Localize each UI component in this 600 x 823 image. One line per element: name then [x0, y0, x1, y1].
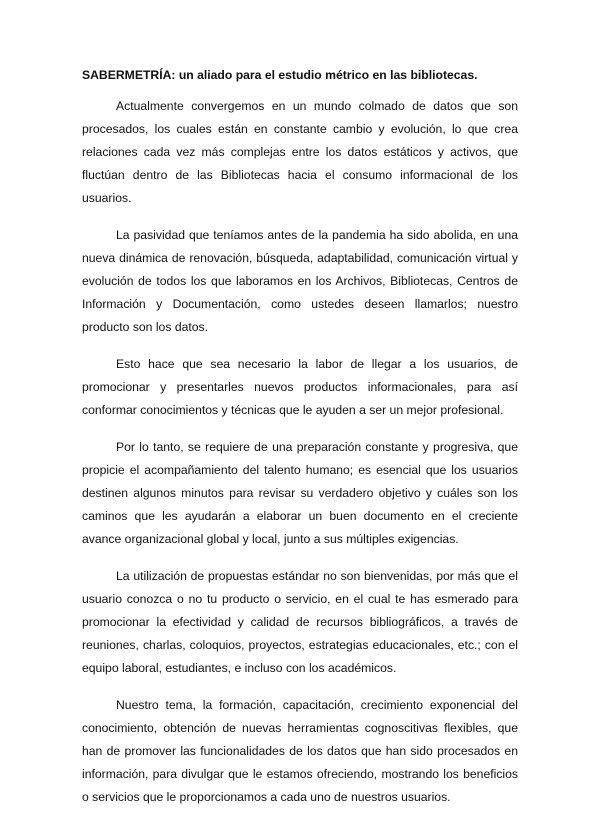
paragraph-3: Esto hace que sea necesario la labor de llegar a los usuarios, de promocionar y presentarles nuevos productos informacionales, para así conformar conocimientos y técnicas que le ayuden a ser un mejor profesional. — [82, 357, 518, 417]
paragraph-6: Nuestro tema, la formación, capacitación, crecimiento exponencial del conocimiento, obtención de nuevas herramientas cognoscitivas flexibles, que han de promover las funcionalidades de los datos que han sido procesados en información, para divulgar que le estamos ofreciendo, mostrando los beneficios o servicios que le proporcionamos a cada uno de nuestros usuarios. — [82, 698, 518, 804]
document-title: SABERMETRÍA: un aliado para el estudio métrico en las bibliotecas. — [82, 68, 478, 82]
paragraph-4: Por lo tanto, se requiere de una preparación constante y progresiva, que propicie el acompañamiento del talento humano; es esencial que los usuarios destinen algunos minutos para revisar su verdadero objetivo y cuáles son los caminos que les ayudarán a elaborar un buen documento en el creciente avance organizacional global y local, junto a sus múltiples exigencias. — [82, 440, 518, 546]
document-page — [82, 64, 518, 823]
paragraph-1: Actualmente convergemos en un mundo colmado de datos que son procesados, los cuales están en constante cambio y evolución, lo que crea relaciones cada vez más complejas entre los datos estáticos y activos, que fluctúan dentro de las Bibliotecas hacia el consumo informacional de los usuarios. — [82, 99, 518, 205]
paragraph-5: La utilización de propuestas estándar no son bienvenidas, por más que el usuario conozca o no tu producto o servicio, en el cual te has esmerado para promocionar la efectividad y calidad de recursos bibliográficos, a través de reuniones, charlas, coloquios, proyectos, estrategias educacionales, etc.; con el equipo laboral, estudiantes, e incluso con los académicos. — [82, 569, 518, 675]
paragraph-2: La pasividad que teníamos antes de la pandemia ha sido abolida, en una nueva dinámica de renovación, búsqueda, adaptabilidad, comunicación virtual y evolución de todos los que laboramos en los Archivos, Bibliotecas, Centros de Información y Documentación, como ustedes deseen llamarlos; nuestro producto son los datos. — [82, 228, 518, 334]
